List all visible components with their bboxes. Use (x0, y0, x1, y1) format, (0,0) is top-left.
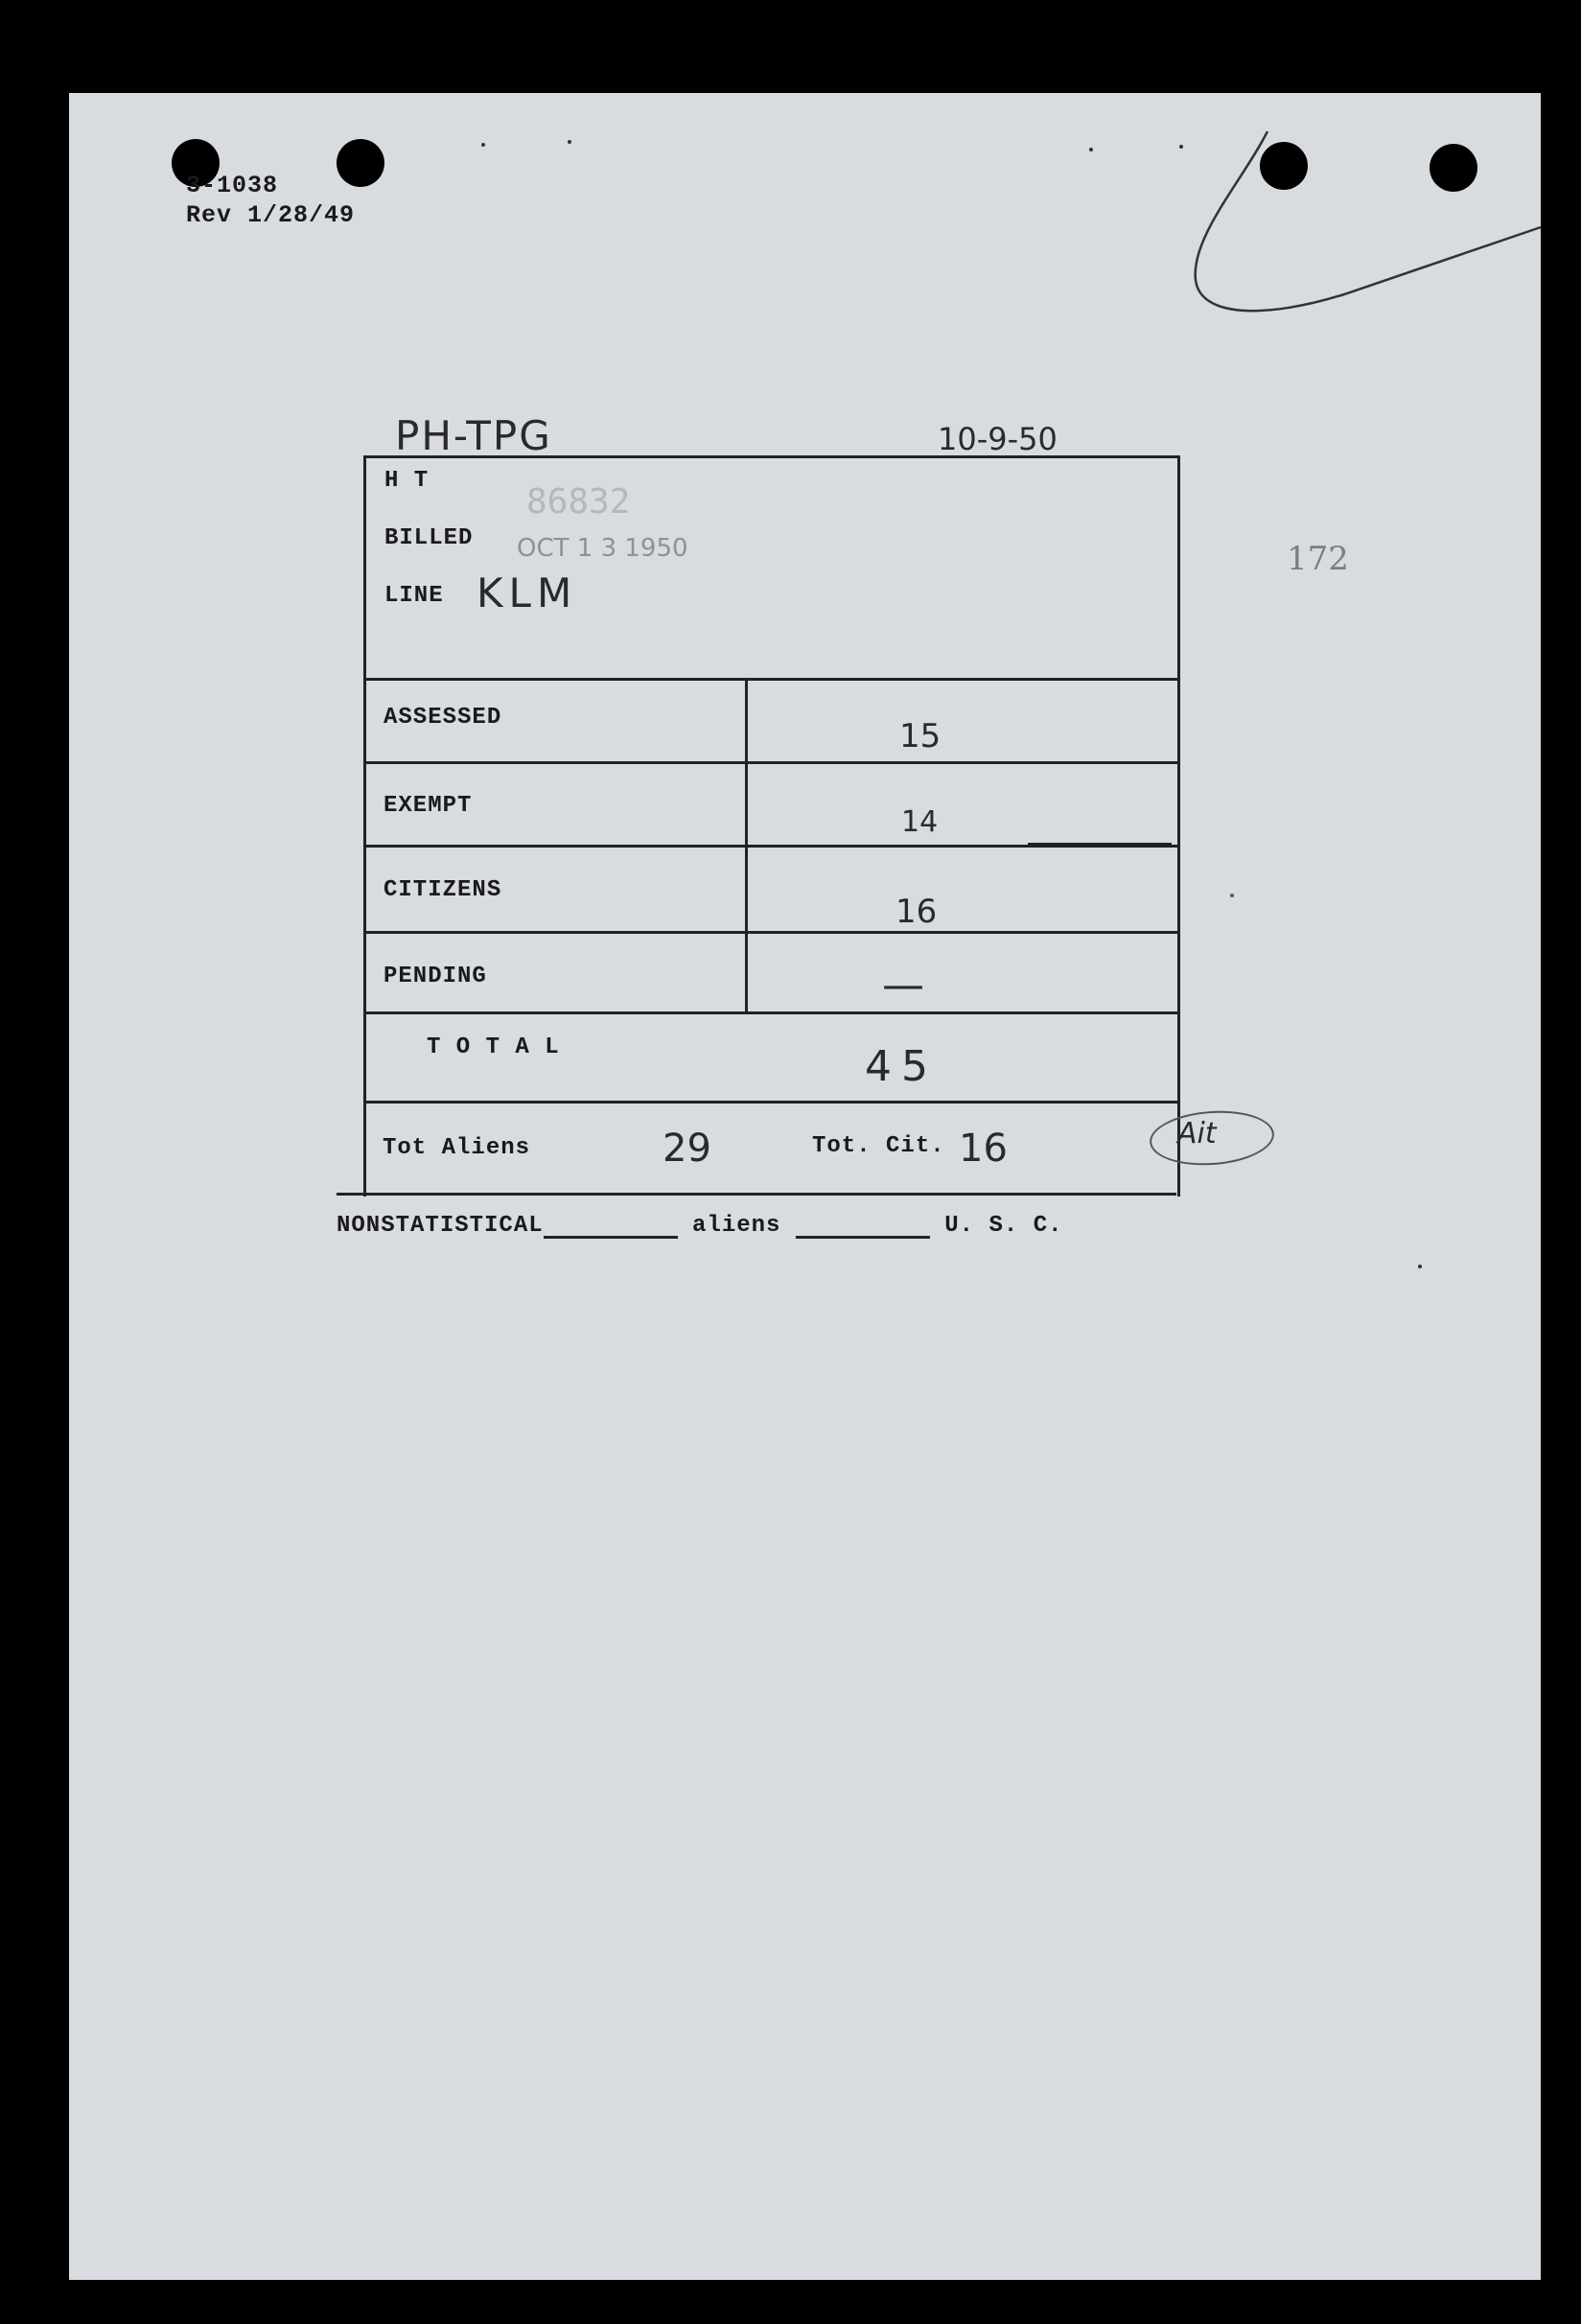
nonstatistical-label: NONSTATISTICAL (337, 1213, 544, 1239)
assessed-value: 15 (899, 717, 942, 755)
row-divider (363, 761, 1177, 764)
row-divider (363, 678, 1177, 681)
billed-stamp: OCT 1 3 1950 (517, 534, 688, 563)
initials: Ait (1177, 1117, 1217, 1150)
usc-label: U. S. C. (944, 1213, 1063, 1239)
form-number: 3-1038 (186, 172, 279, 199)
pending-label: PENDING (384, 964, 487, 989)
nonstatistical-blank (544, 1215, 678, 1239)
document-page (69, 93, 1541, 2280)
speck (481, 143, 485, 147)
speck (1418, 1265, 1422, 1268)
aliens-label: aliens (692, 1213, 781, 1239)
citizens-label: CITIZENS (384, 877, 502, 903)
tot-aliens-label: Tot Aliens (383, 1135, 531, 1161)
aliens-blank (796, 1215, 930, 1239)
form-box-bottom (337, 1193, 1176, 1196)
footer-line (337, 1213, 1063, 1239)
pencil-mark (1152, 131, 1546, 333)
pending-value: — (882, 961, 924, 1010)
total-label: T O T A L (427, 1034, 560, 1060)
form-box (363, 455, 1180, 1197)
speck (1179, 145, 1183, 149)
page-number: 172 (1287, 540, 1349, 578)
total-value: 45 (865, 1042, 938, 1091)
form-revision: Rev 1/28/49 (186, 201, 356, 229)
speck (1089, 148, 1093, 151)
assessed-label: ASSESSED (384, 705, 502, 731)
exempt-value: 14 (901, 805, 939, 839)
column-divider (745, 678, 748, 1013)
handwritten-date: 10-9-50 (938, 421, 1058, 457)
ht-stamp: 86832 (526, 482, 631, 522)
speck (1230, 894, 1234, 897)
citizens-value: 16 (895, 893, 938, 931)
punch-hole-left-2 (337, 139, 384, 187)
row-divider (363, 931, 1177, 934)
exempt-label: EXEMPT (384, 793, 473, 819)
line-value: KLM (477, 569, 578, 616)
handwritten-code: PH-TPG (395, 412, 552, 459)
tot-cit-value: 16 (959, 1127, 1008, 1171)
ht-label: H T (384, 468, 430, 494)
row-divider (363, 1101, 1177, 1104)
tot-aliens-value: 29 (663, 1127, 711, 1171)
row-divider (363, 845, 1177, 848)
speck (568, 140, 571, 144)
row-divider (363, 1011, 1177, 1014)
exempt-underline (1028, 843, 1172, 845)
line-label: LINE (384, 583, 444, 609)
tot-cit-label: Tot. Cit. (812, 1133, 945, 1159)
billed-label: BILLED (384, 525, 474, 551)
